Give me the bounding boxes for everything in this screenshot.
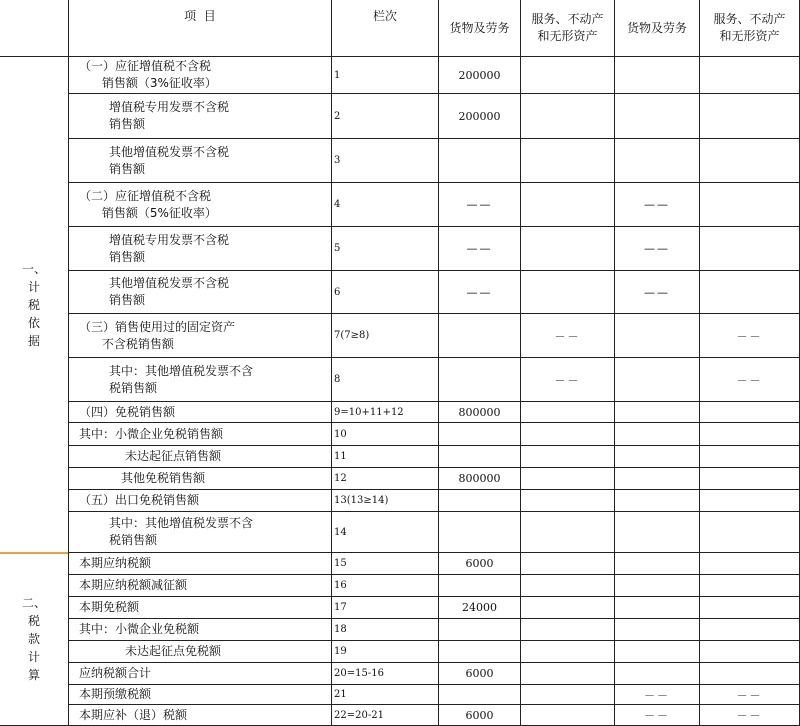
row-value-1: —— bbox=[466, 285, 493, 299]
row-lanci-cell bbox=[332, 57, 439, 94]
row-item-label: 应纳税额合计 bbox=[79, 666, 152, 680]
row-value-cell-1[interactable] bbox=[439, 57, 521, 94]
row-value-cell-3[interactable] bbox=[615, 468, 700, 490]
row-value-cell-4[interactable] bbox=[700, 57, 800, 94]
row-value-cell-4[interactable] bbox=[700, 641, 800, 663]
row-value-cell-3[interactable] bbox=[615, 641, 700, 663]
section-divider bbox=[0, 552, 68, 554]
row-value-cell-4[interactable] bbox=[700, 402, 800, 423]
row-value-cell-1[interactable] bbox=[439, 705, 521, 726]
row-item-cell bbox=[69, 641, 332, 663]
header-blank-cell bbox=[0, 0, 69, 57]
row-lanci-cell bbox=[332, 139, 439, 183]
row-lanci-label: 15 bbox=[334, 558, 347, 569]
row-lanci-cell bbox=[332, 468, 439, 490]
row-value-cell-3[interactable] bbox=[615, 423, 700, 446]
row-value-4: －－ bbox=[736, 709, 763, 722]
header-col1-label: 货物及劳务 bbox=[449, 20, 510, 35]
row-value-cell-3[interactable] bbox=[615, 597, 700, 619]
row-value-3: —— bbox=[644, 285, 670, 299]
header-col2-label: 服务、不动产 和无形资产 bbox=[531, 12, 604, 43]
row-item-label: （五）出口免税销售额 bbox=[79, 493, 200, 507]
row-value-cell-2[interactable] bbox=[521, 490, 615, 512]
row-item-cell bbox=[69, 597, 332, 619]
row-value-cell-3[interactable] bbox=[615, 57, 700, 94]
header-lanci-label: 栏次 bbox=[372, 9, 397, 23]
row-item-cell bbox=[69, 271, 332, 314]
row-lanci-cell bbox=[332, 271, 439, 314]
row-lanci-cell bbox=[332, 358, 439, 402]
row-value-cell-2[interactable] bbox=[521, 685, 615, 705]
row-item-cell bbox=[69, 227, 332, 271]
row-item-label: 增值税专用发票不含税 销售额 bbox=[109, 100, 230, 131]
row-item-cell bbox=[69, 446, 332, 468]
row-item-cell bbox=[69, 139, 332, 183]
row-lanci-label: 2 bbox=[334, 110, 341, 122]
row-value-cell-1[interactable] bbox=[439, 446, 521, 468]
row-item-cell bbox=[69, 358, 332, 402]
row-value-cell-3[interactable] bbox=[615, 490, 700, 512]
row-value-cell-3[interactable] bbox=[615, 446, 700, 468]
row-value-cell-2[interactable] bbox=[521, 663, 615, 685]
row-value-1: 800000 bbox=[458, 472, 501, 485]
row-item-label: 本期免税额 bbox=[79, 600, 140, 614]
row-value-cell-3[interactable] bbox=[615, 271, 700, 314]
row-lanci-cell bbox=[332, 685, 439, 705]
row-value-cell-4[interactable] bbox=[700, 271, 800, 314]
header-col1 bbox=[439, 0, 521, 57]
row-value-4: －－ bbox=[736, 373, 763, 387]
row-value-3: —— bbox=[644, 242, 670, 255]
row-value-cell-2[interactable] bbox=[521, 575, 615, 597]
row-value-cell-4[interactable] bbox=[700, 553, 800, 575]
row-lanci-label: 9=10+11+12 bbox=[334, 406, 404, 418]
row-lanci-cell bbox=[332, 94, 439, 139]
row-value-2: －－ bbox=[554, 329, 581, 343]
row-value-2: －－ bbox=[554, 373, 581, 387]
row-value-1: —— bbox=[466, 242, 493, 255]
row-value-1: 6000 bbox=[465, 667, 494, 680]
row-value-cell-4[interactable] bbox=[700, 446, 800, 468]
row-lanci-cell bbox=[332, 423, 439, 446]
row-value-cell-4[interactable] bbox=[700, 705, 800, 726]
row-value-cell-1[interactable] bbox=[439, 314, 521, 358]
row-item-cell bbox=[69, 619, 332, 641]
row-value-1: 24000 bbox=[462, 601, 497, 614]
row-value-3: －－ bbox=[644, 688, 670, 702]
row-value-cell-4[interactable] bbox=[700, 619, 800, 641]
row-lanci-label: 12 bbox=[334, 473, 347, 484]
row-item-cell bbox=[69, 183, 332, 227]
row-value-cell-1[interactable] bbox=[439, 468, 521, 490]
row-item-label: 本期应补（退）税额 bbox=[79, 707, 188, 722]
row-lanci-cell bbox=[332, 512, 439, 553]
row-value-cell-1[interactable] bbox=[439, 94, 521, 139]
row-value-cell-4[interactable] bbox=[700, 423, 800, 446]
row-item-label: 本期预缴税额 bbox=[79, 687, 152, 701]
row-lanci-label: 11 bbox=[334, 451, 347, 462]
row-lanci-cell bbox=[332, 490, 439, 512]
row-lanci-label: 14 bbox=[334, 526, 347, 538]
row-value-cell-2[interactable] bbox=[521, 271, 615, 314]
row-value-cell-1[interactable] bbox=[439, 139, 521, 183]
row-lanci-cell bbox=[332, 705, 439, 726]
row-value-cell-2[interactable] bbox=[521, 314, 615, 358]
row-value-cell-4[interactable] bbox=[700, 575, 800, 597]
row-item-label: 其中：小微企业免税额 bbox=[79, 622, 200, 636]
row-item-label: （四）免税销售额 bbox=[79, 404, 176, 419]
row-value-cell-1[interactable] bbox=[439, 553, 521, 575]
header-item-label: 项 目 bbox=[184, 9, 216, 23]
row-value-cell-1[interactable] bbox=[439, 575, 521, 597]
row-item-cell bbox=[69, 468, 332, 490]
row-lanci-label: 21 bbox=[334, 689, 347, 700]
row-value-cell-1[interactable] bbox=[439, 597, 521, 619]
row-value-cell-1[interactable] bbox=[439, 183, 521, 227]
row-lanci-cell bbox=[332, 619, 439, 641]
row-item-cell bbox=[69, 402, 332, 423]
section-label: 一、 计 税 依 据 bbox=[21, 261, 46, 348]
row-item-label: 其中：其他增值税发票不含 税销售额 bbox=[109, 516, 254, 547]
row-value-cell-4[interactable] bbox=[700, 358, 800, 402]
row-value-cell-3[interactable] bbox=[615, 575, 700, 597]
row-item-label: （二）应征增值税不含税 销售额（5%征收率） bbox=[79, 188, 217, 220]
row-value-cell-3[interactable] bbox=[615, 227, 700, 271]
row-value-cell-2[interactable] bbox=[521, 183, 615, 227]
row-item-label: （一）应征增值税不含税 销售额（3%征收率） bbox=[79, 59, 217, 90]
row-item-label: 其他增值税发票不含税 销售额 bbox=[109, 276, 230, 307]
row-value-3: －－ bbox=[644, 709, 670, 722]
row-value-cell-1[interactable] bbox=[439, 641, 521, 663]
row-value-4: －－ bbox=[736, 329, 763, 343]
row-lanci-cell bbox=[332, 402, 439, 423]
row-value-cell-2[interactable] bbox=[521, 446, 615, 468]
row-value-cell-2[interactable] bbox=[521, 468, 615, 490]
row-lanci-label: 16 bbox=[334, 580, 347, 591]
section-label: 二、 税 款 计 算 bbox=[21, 596, 46, 682]
row-lanci-label: 17 bbox=[334, 602, 347, 613]
row-item-cell bbox=[69, 512, 332, 553]
row-value-cell-3[interactable] bbox=[615, 183, 700, 227]
header-lanci bbox=[332, 0, 439, 57]
row-item-label: （三）销售使用过的固定资产 不含税销售额 bbox=[79, 319, 236, 351]
row-value-cell-3[interactable] bbox=[615, 314, 700, 358]
row-value-cell-2[interactable] bbox=[521, 641, 615, 663]
row-value-cell-3[interactable] bbox=[615, 663, 700, 685]
row-item-label: 其他增值税发票不含税 销售额 bbox=[109, 144, 230, 176]
row-item-cell bbox=[69, 490, 332, 512]
row-value-cell-4[interactable] bbox=[700, 490, 800, 512]
row-value-cell-4[interactable] bbox=[700, 685, 800, 705]
row-value-cell-4[interactable] bbox=[700, 468, 800, 490]
row-lanci-label: 5 bbox=[334, 243, 341, 254]
row-item-label: 其他免税销售额 bbox=[121, 471, 206, 485]
row-item-label: 其中：小微企业免税销售额 bbox=[79, 426, 224, 441]
row-value-cell-2[interactable] bbox=[521, 705, 615, 726]
row-item-label: 本期应纳税额减征额 bbox=[79, 578, 188, 592]
row-value-1: 200000 bbox=[458, 68, 501, 82]
row-lanci-cell bbox=[332, 597, 439, 619]
row-item-cell bbox=[69, 553, 332, 575]
row-lanci-label: 20=15-16 bbox=[334, 668, 384, 679]
row-value-cell-3[interactable] bbox=[615, 358, 700, 402]
row-value-cell-1[interactable] bbox=[439, 358, 521, 402]
row-lanci-label: 6 bbox=[334, 286, 341, 298]
row-item-cell bbox=[69, 94, 332, 139]
row-value-cell-3[interactable] bbox=[615, 512, 700, 553]
row-value-cell-3[interactable] bbox=[615, 705, 700, 726]
row-value-cell-1[interactable] bbox=[439, 271, 521, 314]
row-value-cell-3[interactable] bbox=[615, 619, 700, 641]
row-value-cell-4[interactable] bbox=[700, 227, 800, 271]
row-value-cell-4[interactable] bbox=[700, 512, 800, 553]
section-label-cell bbox=[0, 553, 69, 726]
row-item-cell bbox=[69, 57, 332, 94]
row-value-cell-2[interactable] bbox=[521, 227, 615, 271]
row-value-cell-3[interactable] bbox=[615, 94, 700, 139]
header-col3-label: 货物及劳务 bbox=[626, 20, 687, 35]
row-value-1: —— bbox=[466, 198, 493, 211]
row-lanci-cell bbox=[332, 663, 439, 685]
row-item-cell bbox=[69, 314, 332, 358]
row-value-cell-1[interactable] bbox=[439, 685, 521, 705]
row-lanci-cell bbox=[332, 227, 439, 271]
row-value-1: 200000 bbox=[458, 109, 501, 123]
row-value-cell-4[interactable] bbox=[700, 139, 800, 183]
row-value-cell-2[interactable] bbox=[521, 358, 615, 402]
row-lanci-label: 10 bbox=[334, 428, 347, 440]
row-value-cell-1[interactable] bbox=[439, 619, 521, 641]
row-lanci-label: 19 bbox=[334, 646, 347, 657]
header-col4-label: 服务、不动产 和无形资产 bbox=[713, 12, 786, 43]
header-item bbox=[69, 0, 332, 57]
header-col2 bbox=[521, 0, 615, 57]
row-lanci-cell bbox=[332, 553, 439, 575]
row-lanci-label: 8 bbox=[334, 374, 341, 385]
row-item-cell bbox=[69, 663, 332, 685]
row-value-cell-2[interactable] bbox=[521, 423, 615, 446]
row-value-cell-3[interactable] bbox=[615, 139, 700, 183]
row-value-cell-2[interactable] bbox=[521, 553, 615, 575]
row-item-label: 未达起征点销售额 bbox=[125, 449, 222, 463]
row-value-1: 6000 bbox=[465, 708, 494, 722]
row-value-cell-2[interactable] bbox=[521, 94, 615, 139]
row-value-cell-1[interactable] bbox=[439, 490, 521, 512]
row-value-cell-4[interactable] bbox=[700, 183, 800, 227]
row-value-1: 800000 bbox=[458, 405, 501, 419]
row-value-cell-1[interactable] bbox=[439, 227, 521, 271]
row-value-cell-2[interactable] bbox=[521, 402, 615, 423]
row-value-cell-2[interactable] bbox=[521, 597, 615, 619]
row-value-cell-1[interactable] bbox=[439, 402, 521, 423]
row-value-cell-1[interactable] bbox=[439, 423, 521, 446]
row-value-cell-1[interactable] bbox=[439, 663, 521, 685]
row-value-cell-4[interactable] bbox=[700, 314, 800, 358]
row-value-cell-2[interactable] bbox=[521, 139, 615, 183]
header-col3 bbox=[615, 0, 700, 57]
row-item-cell bbox=[69, 685, 332, 705]
row-lanci-label: 1 bbox=[334, 69, 341, 81]
row-value-cell-2[interactable] bbox=[521, 512, 615, 553]
row-lanci-label: 7(7≥8) bbox=[334, 330, 370, 341]
row-value-cell-3[interactable] bbox=[615, 553, 700, 575]
row-lanci-label: 13(13≥14) bbox=[334, 495, 389, 506]
row-lanci-cell bbox=[332, 446, 439, 468]
row-item-label: 其中：其他增值税发票不含 税销售额 bbox=[109, 363, 254, 395]
row-lanci-label: 18 bbox=[334, 624, 347, 635]
row-value-4: －－ bbox=[736, 688, 763, 702]
row-value-cell-3[interactable] bbox=[615, 402, 700, 423]
row-lanci-cell bbox=[332, 575, 439, 597]
row-value-cell-4[interactable] bbox=[700, 663, 800, 685]
row-item-cell bbox=[69, 423, 332, 446]
row-item-label: 本期应纳税额 bbox=[79, 556, 152, 570]
row-lanci-cell bbox=[332, 641, 439, 663]
row-value-cell-4[interactable] bbox=[700, 94, 800, 139]
row-item-label: 未达起征点免税额 bbox=[125, 644, 222, 658]
row-item-cell bbox=[69, 575, 332, 597]
row-value-3: —— bbox=[644, 198, 670, 211]
row-lanci-label: 4 bbox=[334, 199, 341, 210]
row-value-cell-1[interactable] bbox=[439, 512, 521, 553]
row-lanci-cell bbox=[332, 183, 439, 227]
row-value-cell-4[interactable] bbox=[700, 597, 800, 619]
row-item-label: 增值税专用发票不含税 销售额 bbox=[109, 232, 230, 264]
row-lanci-label: 3 bbox=[334, 155, 341, 166]
row-lanci-label: 22=20-21 bbox=[334, 709, 384, 721]
row-value-1: 6000 bbox=[465, 557, 494, 570]
row-lanci-cell bbox=[332, 314, 439, 358]
header-col4 bbox=[700, 0, 800, 57]
row-item-cell bbox=[69, 705, 332, 726]
section-label-cell bbox=[0, 57, 69, 553]
row-value-cell-3[interactable] bbox=[615, 685, 700, 705]
row-value-cell-2[interactable] bbox=[521, 57, 615, 94]
row-value-cell-2[interactable] bbox=[521, 619, 615, 641]
